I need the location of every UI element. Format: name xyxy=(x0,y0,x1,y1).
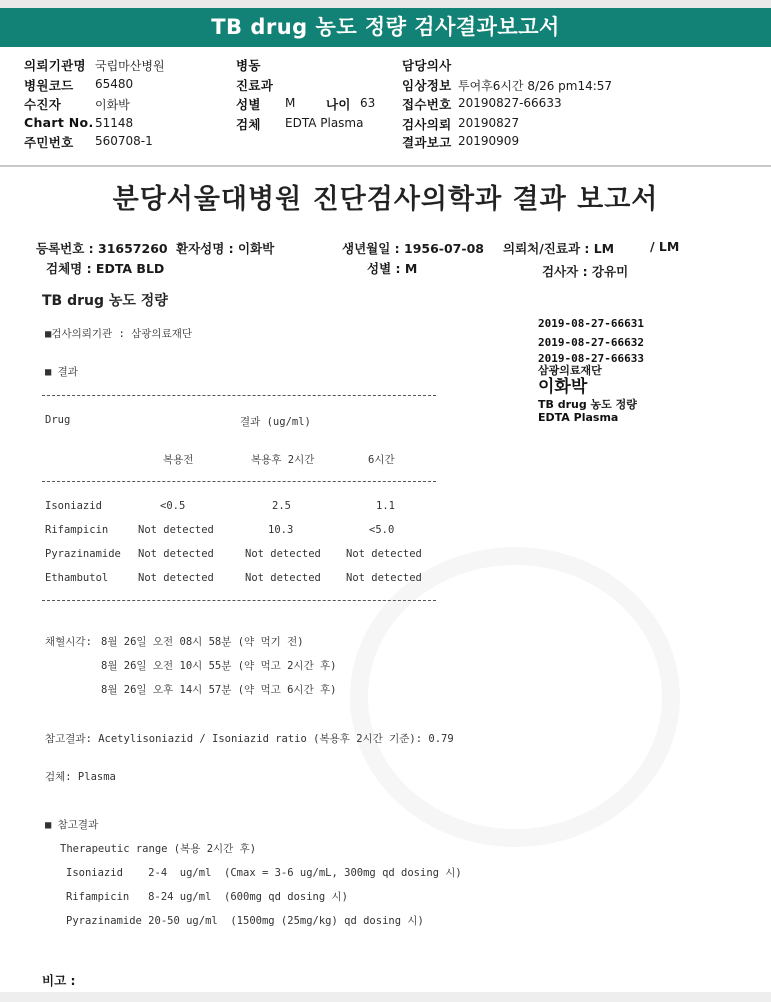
divider xyxy=(42,395,436,396)
stamp-specimen: EDTA Plasma xyxy=(538,411,619,424)
requester-department-2: / LM xyxy=(650,239,680,254)
chart-no-label: Chart No. xyxy=(24,115,94,130)
sampling-time: 8월 26일 오전 08시 58분 (약 먹기 전) xyxy=(101,636,304,648)
report-banner-title: TB drug 농도 정량 검사결과보고서 xyxy=(0,8,771,47)
birth-date: 생년월일 : 1956-07-08 xyxy=(342,241,484,256)
table-row-drug: Isoniazid xyxy=(45,500,102,512)
table-row-drug: Rifampicin xyxy=(45,524,109,536)
sex-label: 성별 xyxy=(236,97,261,112)
report-date-value: 20190909 xyxy=(458,134,520,148)
request-institution: ■검사의뢰기관 : 삼광의료재단 xyxy=(45,328,193,340)
registration-number: 등록번호 : 31657260 xyxy=(36,241,168,256)
specimen-line: 검체: Plasma xyxy=(45,771,116,783)
range-line: Pyrazinamide 20-50 ug/ml (1500mg (25mg/kg) qd dosing 시) xyxy=(66,915,424,927)
table-row-after-2h: Not detected xyxy=(245,572,321,584)
age-label: 나이 xyxy=(326,97,351,112)
divider xyxy=(42,600,436,601)
report-sex: 성별 : M xyxy=(367,261,418,276)
sex-value: M xyxy=(285,96,296,110)
stamp-test-name: TB drug 농도 정량 xyxy=(538,398,637,411)
clinical-info-value: 투여후6시간 8/26 pm14:57 xyxy=(458,79,613,93)
report-title: 분당서울대병원 진단검사의학과 결과 보고서 xyxy=(112,184,659,215)
divider xyxy=(42,481,436,482)
results-heading: ■ 결과 xyxy=(45,366,78,378)
table-row-after-2h: 2.5 xyxy=(272,500,291,512)
lab-report-document xyxy=(0,167,771,1002)
table-row-drug: Ethambutol xyxy=(45,572,109,584)
table-row-before: <0.5 xyxy=(160,500,186,512)
institution-value: 국립마산병원 xyxy=(95,59,165,73)
clinical-info-label: 임상정보 xyxy=(402,78,452,93)
table-row-before: Not detected xyxy=(138,572,214,584)
sampling-time: 8월 26일 오후 14시 57분 (약 먹고 6시간 후) xyxy=(101,684,337,696)
examinee-value: 이화박 xyxy=(95,98,130,112)
stamp-receipt-3: 2019-08-27-66633 xyxy=(538,352,644,365)
column-result: 결과 (ug/ml) xyxy=(240,416,311,428)
sampling-label: 채혈시각: xyxy=(45,636,92,648)
request-date-label: 검사의뢰 xyxy=(402,117,452,132)
specimen-value: EDTA Plasma xyxy=(285,116,364,130)
stamp-receipt-1: 2019-08-27-66631 xyxy=(538,317,644,330)
section-title: TB drug 농도 정량 xyxy=(42,293,168,309)
doctor-label: 담당의사 xyxy=(402,58,452,73)
request-date-value: 20190827 xyxy=(458,116,520,130)
resident-no-label: 주민번호 xyxy=(24,135,74,150)
subheader-6h: 6시간 xyxy=(368,454,395,466)
hospital-code-label: 병원코드 xyxy=(24,78,74,93)
table-row-after-2h: Not detected xyxy=(245,548,321,560)
stamp-org: 삼광의료재단 xyxy=(538,364,602,377)
receipt-no-label: 접수번호 xyxy=(402,97,452,112)
top-edge xyxy=(0,0,771,8)
resident-no-value: 560708-1 xyxy=(95,134,153,148)
range-line: Rifampicin 8-24 ug/ml (600mg qd dosing 시) xyxy=(66,891,348,903)
institution-label: 의뢰기관명 xyxy=(24,58,86,73)
range-line: Isoniazid 2-4 ug/ml (Cmax = 3-6 ug/mL, 300mg qd dosing 시) xyxy=(66,867,462,879)
patient-name: 환자성명 : 이화박 xyxy=(176,241,275,256)
patient-info-panel xyxy=(0,47,771,167)
reference-ratio: 참고결과: Acetylisoniazid / Isoniazid ratio (복용후 2시간 기준): 0.79 xyxy=(45,733,454,745)
examinee-label: 수진자 xyxy=(24,97,62,112)
stamp-receipt-2: 2019-08-27-66632 xyxy=(538,336,644,349)
table-row-6h: 1.1 xyxy=(376,500,395,512)
subheader-after-2h: 복용후 2시간 xyxy=(251,454,315,466)
sample-label-stamp xyxy=(538,317,644,424)
sampling-time: 8월 26일 오전 10시 55분 (약 먹고 2시간 후) xyxy=(101,660,337,672)
specimen-name: 검체명 : EDTA BLD xyxy=(46,261,165,276)
table-row-before: Not detected xyxy=(138,524,214,536)
subheader-before: 복용전 xyxy=(163,454,194,466)
stamp-patient-name: 이화박 xyxy=(538,377,588,397)
age-value: 63 xyxy=(360,96,376,110)
specimen-label: 검체 xyxy=(236,117,261,132)
table-row-drug: Pyrazinamide xyxy=(45,548,121,560)
table-row-6h: Not detected xyxy=(346,572,422,584)
table-row-6h: Not detected xyxy=(346,548,422,560)
therapeutic-range: Therapeutic range (복용 2시간 후) xyxy=(60,843,257,855)
examiner: 검사자 : 강유미 xyxy=(542,264,629,279)
reference-heading: ■ 참고결과 xyxy=(45,819,99,831)
chart-no-value: 51148 xyxy=(95,116,134,130)
report-date-label: 결과보고 xyxy=(402,135,452,150)
table-row-6h: <5.0 xyxy=(369,524,395,536)
hospital-code-value: 65480 xyxy=(95,77,134,91)
ward-label: 병동 xyxy=(236,58,261,73)
receipt-no-value: 20190827-66633 xyxy=(458,96,562,110)
watermark-seal xyxy=(350,547,680,847)
requester-department: 의뢰처/진료과 : LM xyxy=(503,241,615,256)
bottom-edge xyxy=(0,992,771,1002)
table-row-before: Not detected xyxy=(138,548,214,560)
department-label: 진료과 xyxy=(236,78,274,93)
table-row-after-2h: 10.3 xyxy=(268,524,294,536)
remark-label: 비고 : xyxy=(42,973,76,988)
column-drug: Drug xyxy=(45,414,71,426)
